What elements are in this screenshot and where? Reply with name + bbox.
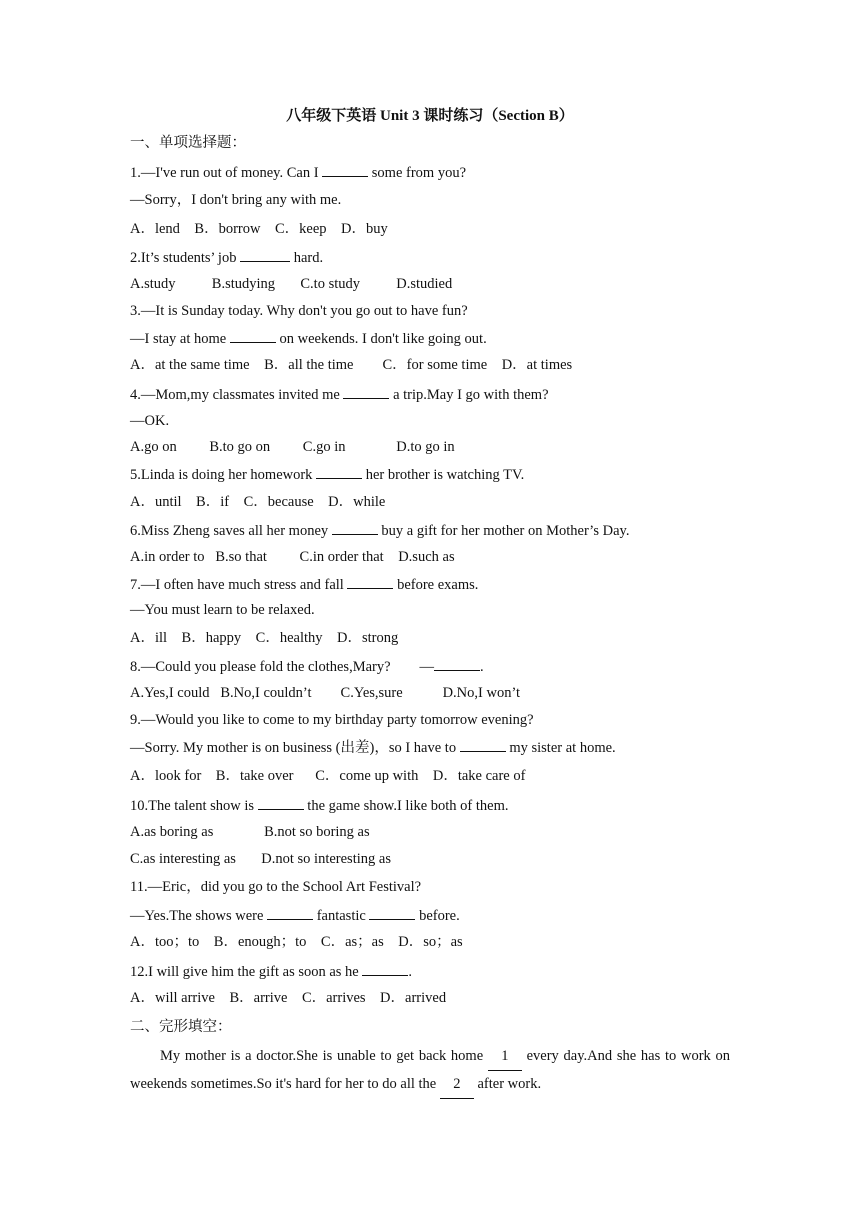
question-2: 2.It’s students’ job hard. <box>130 247 323 268</box>
question-5: 5.Linda is doing her homework her brother is watching TV. <box>130 464 524 485</box>
answer-blank[interactable] <box>240 247 290 262</box>
question-4-options: A.go on B.to go on C.go in D.to go in <box>130 439 455 455</box>
question-3: 3.—It is Sunday today. Why don't you go out to have fun? <box>130 303 468 319</box>
question-2-options: A.study B.studying C.to study D.studied <box>130 276 453 292</box>
question-11-options: A．too；to B．enough；to C．as；as D．so；as <box>130 934 463 950</box>
question-7-options: A．ill B．happy C．healthy D．strong <box>130 630 399 646</box>
question-8-options: A.Yes,I could B.No,I couldn’t C.Yes,sure D.No,I won’t <box>130 685 521 701</box>
question-3-options: A．at the same time B．all the time C．for some time D．at times <box>130 357 573 373</box>
answer-blank[interactable] <box>369 905 415 920</box>
answer-blank[interactable] <box>343 384 389 399</box>
answer-blank[interactable] <box>460 737 506 752</box>
answer-blank[interactable] <box>230 328 276 343</box>
question-3-reply: —I stay at home on weekends. I don't like going out. <box>130 328 487 349</box>
section-heading-cloze: 二、完形填空： <box>130 1019 232 1035</box>
question-11-reply: —Yes.The shows were fantastic before. <box>130 905 460 926</box>
cloze-passage: My mother is a doctor.She is unable to get back home 1 every day.And she has to work on weekends sometimes.So it's hard for her to do all the 2 after work. <box>130 1043 730 1099</box>
question-10-options-2: C.as interesting as D.not so interesting as <box>130 851 391 867</box>
question-4-reply: —OK. <box>130 413 170 429</box>
question-9-reply: —Sorry. My mother is on business (出差)，so I have to my sister at home. <box>130 737 616 758</box>
question-4: 4.—Mom,my classmates invited me a trip.May I go with them? <box>130 384 549 405</box>
question-1-reply: —Sorry，I don't bring any with me. <box>130 192 342 208</box>
question-6-options: A.in order to B.so that C.in order that D.such as <box>130 549 455 565</box>
question-7-reply: —You must learn to be relaxed. <box>130 602 315 618</box>
page-title: 八年级下英语 Unit 3 课时练习（Section B） <box>286 108 574 124</box>
question-6: 6.Miss Zheng saves all her money buy a gift for her mother on Mother’s Day. <box>130 520 629 541</box>
cloze-blank-2[interactable]: 2 <box>440 1071 474 1099</box>
answer-blank[interactable] <box>434 656 480 671</box>
question-12: 12.I will give him the gift as soon as he . <box>130 961 412 982</box>
answer-blank[interactable] <box>332 520 378 535</box>
answer-blank[interactable] <box>316 464 362 479</box>
question-12-options: A．will arrive B．arrive C．arrives D．arrived <box>130 990 447 1006</box>
question-10: 10.The talent show is the game show.I like both of them. <box>130 795 509 816</box>
answer-blank[interactable] <box>322 162 368 177</box>
answer-blank[interactable] <box>347 574 393 589</box>
answer-blank[interactable] <box>258 795 304 810</box>
question-8: 8.—Could you please fold the clothes,Mary? — . <box>130 656 484 677</box>
question-9-options: A．look for B．take over C．come up with D．take care of <box>130 768 526 784</box>
section-heading-choice: 一、单项选择题： <box>130 135 246 151</box>
question-10-options-1: A.as boring as B.not so boring as <box>130 824 370 840</box>
question-7: 7.—I often have much stress and fall before exams. <box>130 574 478 595</box>
answer-blank[interactable] <box>267 905 313 920</box>
question-11: 11.—Eric，did you go to the School Art Festival? <box>130 879 422 895</box>
question-9: 9.—Would you like to come to my birthday party tomorrow evening? <box>130 712 534 728</box>
question-1: 1.—I've run out of money. Can I some from you? <box>130 162 466 183</box>
question-5-options: A．until B．if C．because D．while <box>130 494 386 510</box>
answer-blank[interactable] <box>362 961 408 976</box>
cloze-blank-1[interactable]: 1 <box>488 1043 522 1071</box>
question-1-options: A．lend B．borrow C．keep D．buy <box>130 221 388 237</box>
